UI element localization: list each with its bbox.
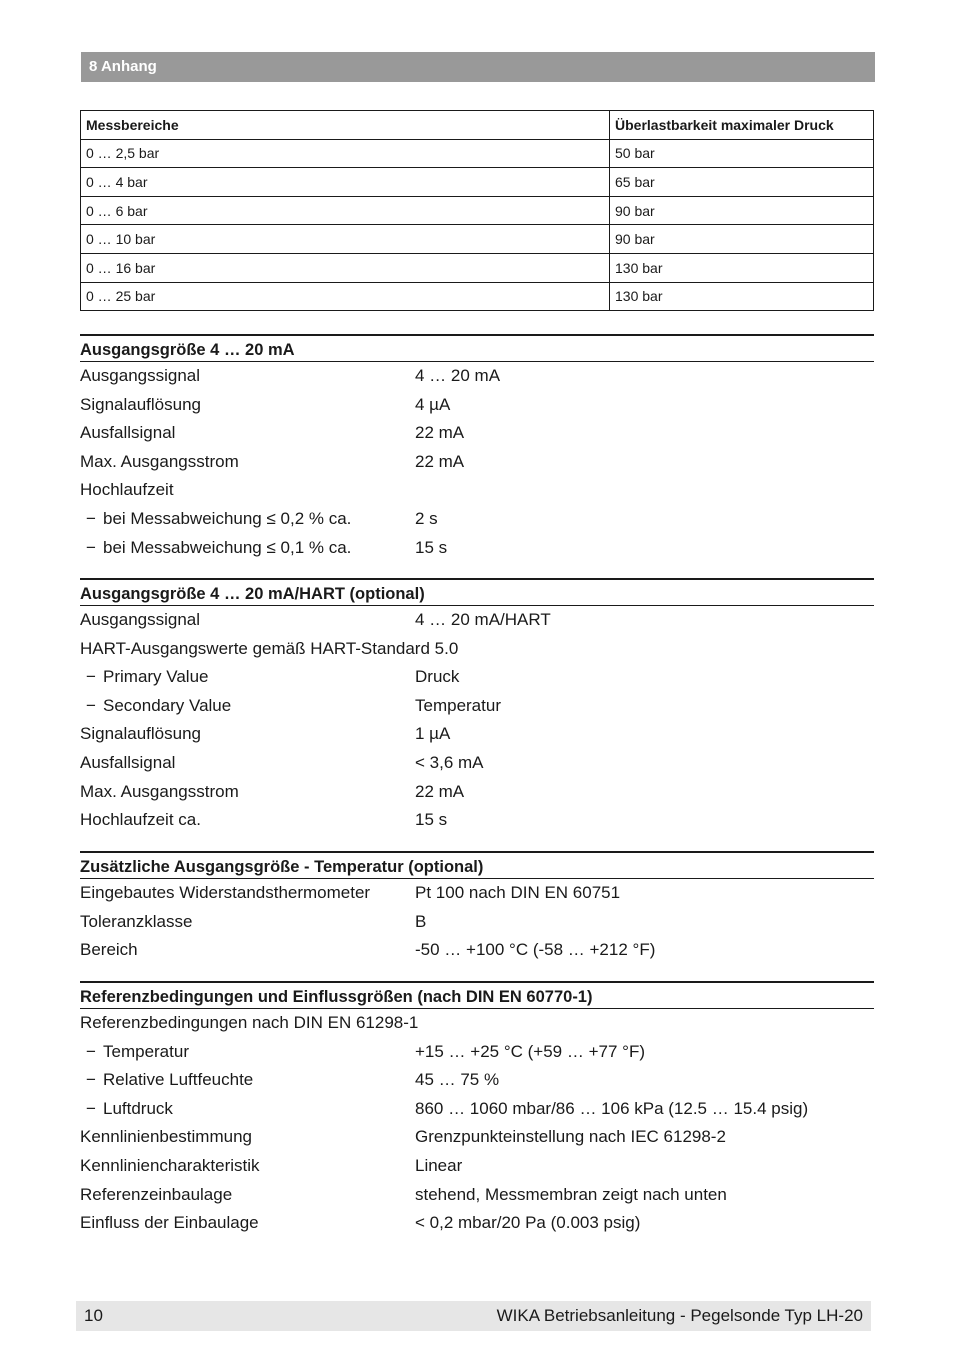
spec-value: stehend, Messmembran zeigt nach unten bbox=[415, 1184, 727, 1204]
list-dash: − bbox=[86, 667, 96, 687]
list-dash: − bbox=[86, 1041, 96, 1061]
spec-label: bei Messabweichung ≤ 0,2 % ca. bbox=[103, 508, 352, 528]
table-row bbox=[81, 139, 874, 168]
spec-label: Einfluss der Einbaulage bbox=[80, 1213, 259, 1233]
spec-label: Kennliniencharakteristik bbox=[80, 1155, 260, 1175]
chapter-title: 8 Anhang bbox=[89, 58, 157, 75]
spec-label: Referenzbedingungen nach DIN EN 61298-1 bbox=[80, 1013, 419, 1032]
spec-label: bei Messabweichung ≤ 0,1 % ca. bbox=[103, 537, 352, 557]
range-cell: 0 … 16 bar bbox=[81, 253, 610, 282]
spec-value: 15 s bbox=[415, 810, 448, 830]
chapter-header bbox=[81, 52, 875, 82]
section-title: Zusätzliche Ausgangsgröße - Temperatur (optional) bbox=[80, 851, 874, 879]
range-cell: 0 … 2,5 bar bbox=[81, 139, 610, 168]
spec-sub-row bbox=[80, 1066, 874, 1095]
spec-label: Kennlinienbestimmung bbox=[80, 1127, 252, 1147]
table-row bbox=[81, 196, 874, 225]
spec-label: HART-Ausgangswerte gemäß HART-Standard 5.0 bbox=[80, 638, 459, 658]
spec-sub-row bbox=[80, 663, 874, 692]
spec-row bbox=[80, 635, 874, 664]
spec-value: 860 … 1060 mbar/86 … 106 kPa (12.5 … 15.4 psig) bbox=[415, 1098, 809, 1118]
spec-value: B bbox=[415, 911, 427, 931]
spec-value: Grenzpunkteinstellung nach IEC 61298-2 bbox=[415, 1127, 726, 1147]
spec-row bbox=[80, 1181, 874, 1210]
range-cell: 0 … 4 bar bbox=[81, 168, 610, 197]
spec-sub-row bbox=[80, 1038, 874, 1067]
column-header-overload: Überlastbarkeit maximaler Druck bbox=[610, 111, 874, 140]
spec-label: Signalauflösung bbox=[80, 724, 201, 744]
spec-value: 15 s bbox=[415, 537, 448, 557]
list-dash: − bbox=[86, 508, 96, 528]
spec-row bbox=[80, 362, 874, 391]
spec-label: Relative Luftfeuchte bbox=[103, 1070, 254, 1090]
spec-row bbox=[80, 1209, 874, 1238]
table-row bbox=[81, 282, 874, 311]
spec-value: 4 … 20 mA/HART bbox=[415, 610, 551, 629]
spec-sub-row bbox=[80, 534, 874, 563]
spec-value: 22 mA bbox=[415, 423, 465, 443]
spec-value: 22 mA bbox=[415, 451, 465, 471]
spec-sub-row bbox=[80, 505, 874, 534]
spec-value: Druck bbox=[415, 667, 460, 687]
list-dash: − bbox=[86, 1070, 96, 1090]
spec-label: Ausfallsignal bbox=[80, 752, 176, 772]
page-number: 10 bbox=[84, 1306, 103, 1325]
spec-value: < 3,6 mA bbox=[415, 752, 484, 772]
table-row bbox=[81, 225, 874, 254]
spec-row bbox=[80, 448, 874, 477]
table-row bbox=[81, 253, 874, 282]
spec-value: Pt 100 nach DIN EN 60751 bbox=[415, 883, 621, 902]
spec-value: 45 … 75 % bbox=[415, 1070, 500, 1090]
list-dash: − bbox=[86, 537, 96, 557]
column-header-range: Messbereiche bbox=[81, 111, 610, 140]
page-footer bbox=[76, 1301, 871, 1331]
list-dash: − bbox=[86, 695, 96, 715]
spec-row bbox=[80, 476, 874, 505]
spec-label: Referenzeinbaulage bbox=[80, 1184, 233, 1204]
table-row bbox=[81, 168, 874, 197]
spec-row bbox=[80, 1123, 874, 1152]
spec-value: 1 µA bbox=[415, 724, 451, 744]
spec-value: < 0,2 mbar/20 Pa (0.003 psig) bbox=[415, 1213, 641, 1233]
section-output-hart bbox=[80, 578, 874, 835]
spec-label: Secondary Value bbox=[103, 695, 232, 715]
spec-value: 2 s bbox=[415, 508, 438, 528]
range-cell: 0 … 25 bar bbox=[81, 282, 610, 311]
spec-row bbox=[80, 606, 874, 635]
document-title: WIKA Betriebsanleitung - Pegelsonde Typ LH-20 bbox=[496, 1306, 863, 1325]
spec-label: Ausfallsignal bbox=[80, 423, 176, 443]
range-cell: 0 … 6 bar bbox=[81, 196, 610, 225]
spec-label: Eingebautes Widerstandsthermometer bbox=[80, 883, 371, 902]
spec-sub-row bbox=[80, 1095, 874, 1124]
section-title: Ausgangsgröße 4 … 20 mA bbox=[80, 334, 874, 362]
spec-label: Hochlaufzeit ca. bbox=[80, 810, 201, 830]
spec-row bbox=[80, 1152, 874, 1181]
overload-cell: 90 bar bbox=[610, 225, 874, 254]
list-dash: − bbox=[86, 1098, 96, 1118]
spec-label: Signalauflösung bbox=[80, 394, 201, 414]
overload-cell: 130 bar bbox=[610, 282, 874, 311]
spec-row bbox=[80, 936, 874, 965]
section-temperature-output bbox=[80, 851, 874, 965]
overload-cell: 90 bar bbox=[610, 196, 874, 225]
spec-value: Temperatur bbox=[415, 695, 501, 715]
spec-label: Ausgangssignal bbox=[80, 366, 201, 385]
section-reference-conditions bbox=[80, 981, 874, 1238]
spec-value: -50 … +100 °C (-58 … +212 °F) bbox=[415, 940, 656, 960]
spec-row bbox=[80, 806, 874, 835]
spec-value: 4 … 20 mA bbox=[415, 366, 501, 385]
range-cell: 0 … 10 bar bbox=[81, 225, 610, 254]
spec-label: Ausgangssignal bbox=[80, 610, 201, 629]
spec-row bbox=[80, 1009, 874, 1038]
spec-label: Max. Ausgangsstrom bbox=[80, 451, 239, 471]
overload-table bbox=[80, 110, 874, 311]
spec-label: Toleranzklasse bbox=[80, 911, 193, 931]
spec-row bbox=[80, 749, 874, 778]
spec-row bbox=[80, 778, 874, 807]
overload-cell: 130 bar bbox=[610, 253, 874, 282]
spec-value: 22 mA bbox=[415, 781, 465, 801]
spec-label: Luftdruck bbox=[103, 1098, 173, 1118]
spec-row bbox=[80, 419, 874, 448]
spec-sub-row bbox=[80, 692, 874, 721]
spec-row bbox=[80, 908, 874, 937]
section-title: Ausgangsgröße 4 … 20 mA/HART (optional) bbox=[80, 578, 874, 606]
spec-label: Max. Ausgangsstrom bbox=[80, 781, 239, 801]
spec-row bbox=[80, 391, 874, 420]
spec-value: Linear bbox=[415, 1155, 463, 1175]
table-header-row bbox=[81, 111, 874, 140]
section-title: Referenzbedingungen und Einflussgrößen (nach DIN EN 60770-1) bbox=[80, 981, 874, 1009]
spec-value: 4 µA bbox=[415, 394, 451, 414]
spec-label: Bereich bbox=[80, 940, 138, 960]
spec-row bbox=[80, 879, 874, 908]
spec-label: Primary Value bbox=[103, 667, 209, 687]
overload-cell: 65 bar bbox=[610, 168, 874, 197]
spec-label: Temperatur bbox=[103, 1041, 189, 1061]
section-output-4-20ma bbox=[80, 334, 874, 562]
spec-row bbox=[80, 720, 874, 749]
spec-value: +15 … +25 °C (+59 … +77 °F) bbox=[415, 1041, 645, 1061]
spec-label: Hochlaufzeit bbox=[80, 480, 174, 500]
overload-cell: 50 bar bbox=[610, 139, 874, 168]
